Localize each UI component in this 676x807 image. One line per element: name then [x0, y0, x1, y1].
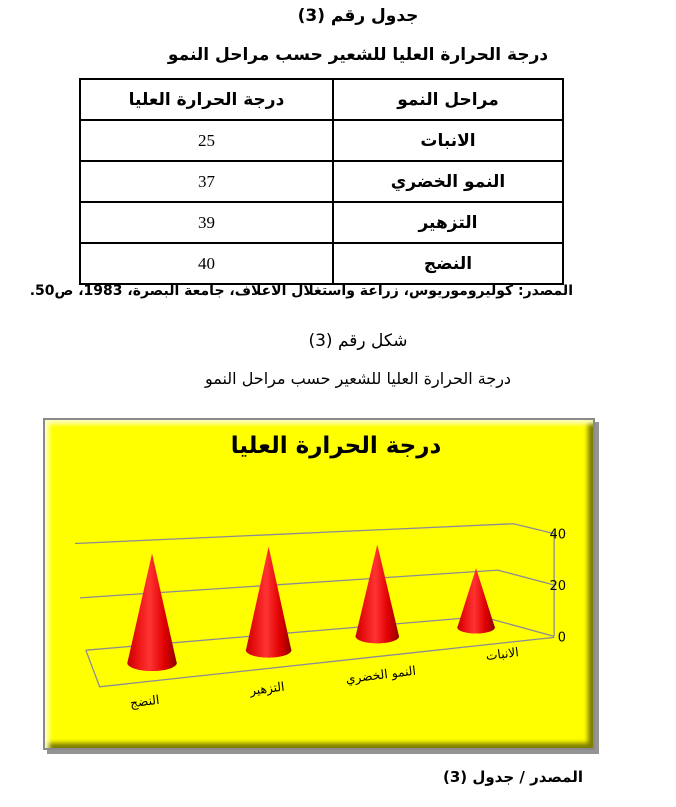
- table-row: [80, 243, 563, 284]
- stage-cell: التزهير: [333, 202, 563, 243]
- stage-cell: النمو الخضري: [333, 161, 563, 202]
- category-label: الانبات: [485, 645, 520, 664]
- table-caption: جدول رقم (3): [297, 6, 419, 26]
- category-label: النمو الخضري: [344, 663, 417, 687]
- table-header-row: [80, 79, 563, 120]
- cone-0: [127, 553, 176, 671]
- gridline-40: [75, 524, 554, 544]
- cone-chart: [45, 420, 593, 748]
- column-header-stage: مراحل النمو: [333, 79, 563, 120]
- figure-subtitle: درجة الحرارة العليا للشعير حسب مراحل النمو: [204, 369, 512, 388]
- figure-caption: شكل رقم (3): [308, 331, 408, 351]
- cone-1: [246, 547, 291, 658]
- cone-3: [457, 568, 495, 633]
- column-header-value: درجة الحرارة العليا: [80, 79, 333, 120]
- value-axis-tick-label: 20: [549, 578, 566, 594]
- value-axis-tick-label: 0: [557, 630, 566, 646]
- table-row: [80, 120, 563, 161]
- figure-source: المصدر / جدول (3): [442, 768, 583, 786]
- stage-cell: الانبات: [333, 120, 563, 161]
- value-cell: 25: [80, 120, 333, 161]
- table-row: [80, 202, 563, 243]
- temperature-table: [79, 78, 564, 285]
- value-cell: 39: [80, 202, 333, 243]
- cone-2: [356, 545, 399, 644]
- value-axis-tick-label: 40: [549, 527, 566, 543]
- table-source: المصدر: كوليروموريوس، زراعة واستغلال الاعلاف، جامعة البصرة، 1983، ص50.: [29, 283, 573, 299]
- category-label: التزهير: [249, 679, 286, 698]
- stage-cell: النضج: [333, 243, 563, 284]
- cone-chart-frame: [43, 418, 595, 750]
- value-cell: 40: [80, 243, 333, 284]
- table-row: [80, 161, 563, 202]
- category-label: النضج: [129, 692, 161, 711]
- table-subtitle: درجة الحرارة العليا للشعير حسب مراحل النمو: [167, 45, 549, 65]
- chart-title: درجة الحرارة العليا: [230, 433, 442, 459]
- value-cell: 37: [80, 161, 333, 202]
